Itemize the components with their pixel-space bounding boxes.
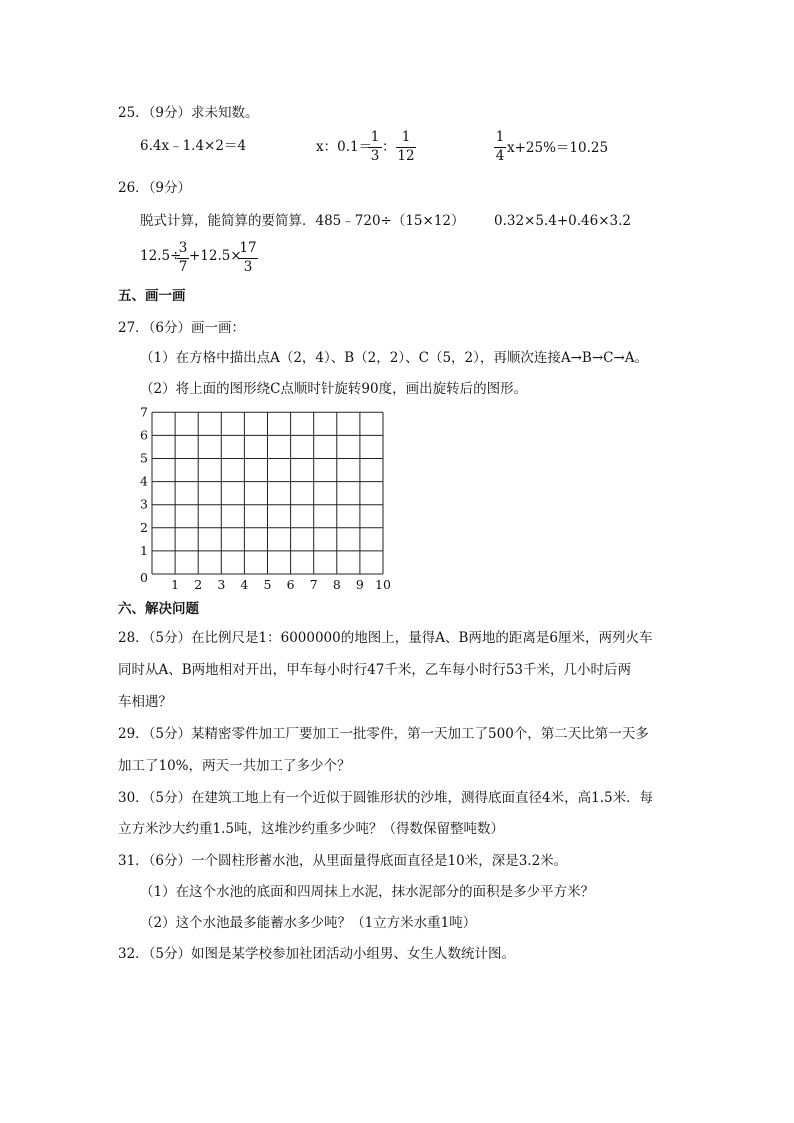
q25-equation-1: 6.4x﹣1.4×2＝4: [140, 138, 247, 154]
q25-heading: 25．（9分）求未知数。: [118, 105, 259, 121]
q30-line-2: 立方米沙大约重1.5吨，这堆沙约重多少吨？（得数保留整吨数）: [118, 821, 504, 837]
q31-part-2: （2）这个水池最多能蓄水多少吨？（1立方米水重1吨）: [140, 915, 477, 931]
y-axis-label: 5: [140, 450, 148, 466]
q26-line-1: 脱式计算，能简算的要简算．485﹣720÷（15×12）: [140, 213, 465, 229]
q25-fraction-1-12: 1 12: [397, 129, 415, 164]
y-axis-label: 1: [140, 542, 148, 558]
q29-line-1: 29．（5分）某精密零件加工厂要加工一批零件，第一天加工了500个，第二天比第一天多: [118, 726, 649, 742]
x-axis-label: 4: [240, 577, 249, 592]
q25-fraction-1-4: 1 4: [495, 129, 505, 164]
x-axis-label: 3: [217, 577, 226, 592]
q25-equation-3: x+25%＝10.25: [507, 140, 609, 156]
q27-heading: 27．（6分）画一画：: [118, 320, 246, 336]
y-axis-label: 3: [140, 496, 148, 512]
y-axis-label: 4: [140, 473, 148, 489]
q30-line-1: 30．（5分）在建筑工地上有一个近似于圆锥形状的沙堆，测得底面直径4米，高1.5米．每: [118, 790, 654, 806]
section-5-title: 五、画一画: [118, 288, 186, 304]
q26-line-1b: 0.32×5.4+0.46×3.2: [494, 213, 631, 229]
q32-line-1: 32．（5分）如图是某学校参加社团活动小组男、女生人数统计图。: [118, 946, 516, 962]
q31-part-1: （1）在这个水池的底面和四周抹上水泥，抹水泥部分的面积是多少平方米？: [140, 884, 595, 900]
x-axis-label: 6: [286, 577, 295, 592]
y-axis-label: 6: [140, 427, 148, 443]
section-6-title: 六、解决问题: [118, 601, 199, 617]
x-axis-label: 10: [375, 577, 391, 592]
q26-line-2-middle: +12.5×: [189, 248, 242, 264]
x-axis-label: 5: [263, 577, 272, 592]
q31-line-1: 31．（6分）一个圆柱形蓄水池，从里面量得底面直径是10米，深是3.2米。: [118, 853, 568, 869]
y-axis-label: 7: [140, 404, 148, 420]
coordinate-grid: [130, 404, 400, 594]
x-axis-label: 7: [309, 577, 318, 592]
x-axis-label: 9: [355, 577, 364, 592]
q26-fraction-3-7: 3 7: [178, 240, 188, 275]
q27-part-1: （1）在方格中描出点A（2，4）、B（2，2）、C（5，2），再顺次连接A→B→C→A。: [140, 350, 649, 366]
q26-fraction-17-3: 17 3: [239, 240, 257, 275]
x-axis-label: 8: [332, 577, 341, 592]
q27-part-2: （2）将上面的图形绕C点顺时针旋转90度，画出旋转后的图形。: [140, 381, 528, 397]
q28-line-2: 同时从A、B两地相对开出，甲车每小时行47千米，乙车每小时行53千米，几小时后两: [118, 662, 632, 678]
y-axis-label: 2: [140, 519, 148, 535]
q25-colon: ：: [382, 139, 396, 155]
q25-equation-2-prefix: x：0.1＝: [316, 139, 373, 155]
x-axis-label: 1: [171, 577, 180, 592]
q25-fraction-1-3: 1 3: [368, 131, 382, 163]
q28-line-3: 车相遇？: [118, 694, 172, 710]
x-axis-label: 2: [194, 577, 203, 592]
q29-line-2: 加工了10%，两天一共加工了多少个？: [118, 758, 351, 774]
grid-svg: [130, 404, 400, 594]
q26-heading: 26．（9分）: [118, 180, 192, 196]
y-axis-label: 0: [140, 570, 148, 585]
q28-line-1: 28．（5分）在比例尺是1：6000000的地图上，量得A、B两地的距离是6厘米，两列火车: [118, 630, 653, 646]
q26-line-2-prefix: 12.5÷: [140, 248, 182, 264]
